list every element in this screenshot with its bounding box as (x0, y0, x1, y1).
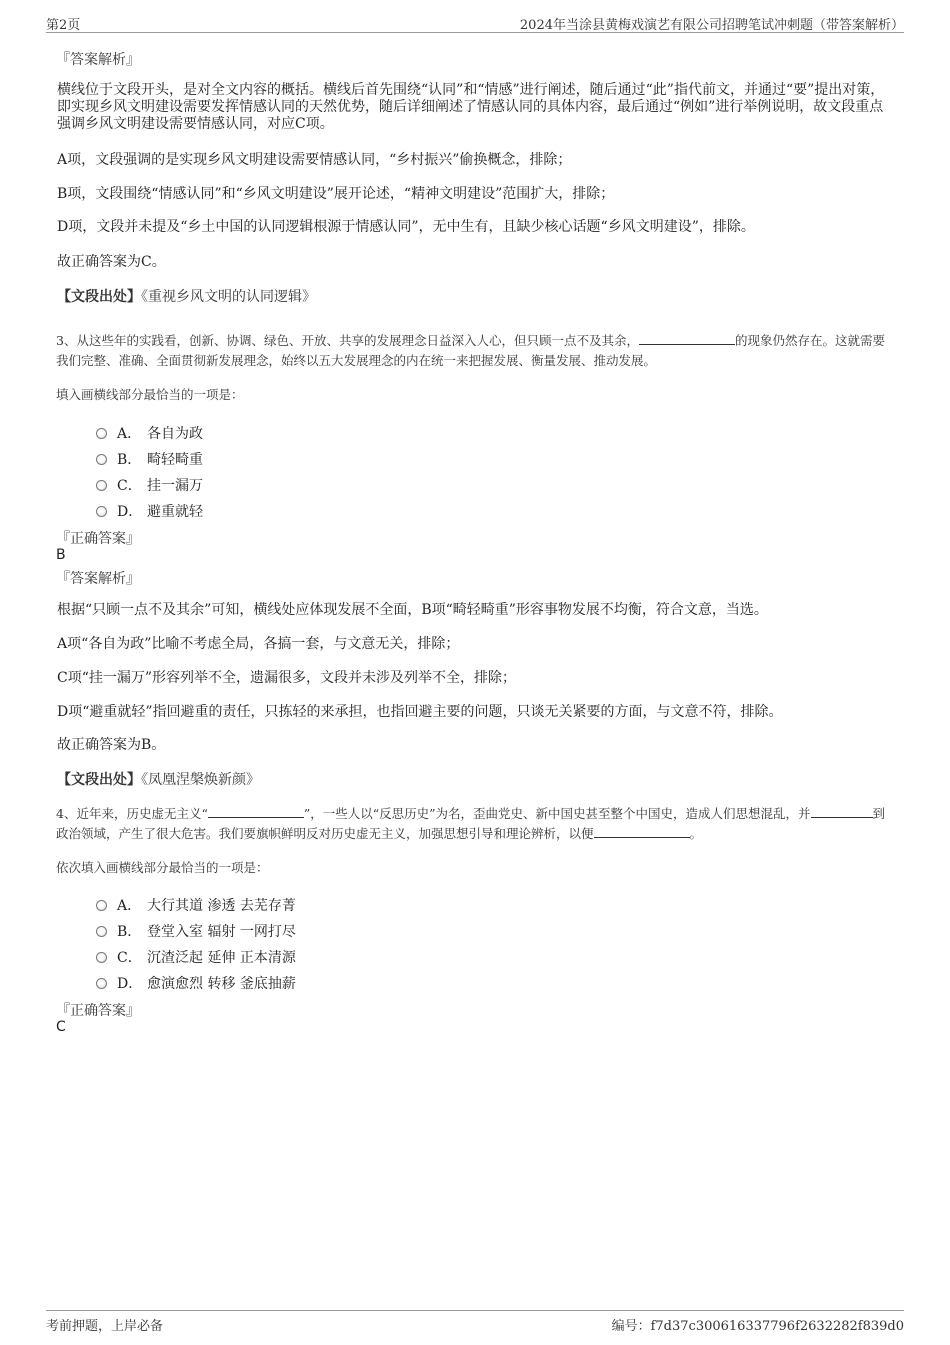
q3-stem: 3、从这些年的实践看，创新、协调、绿色、开放、共享的发展理念日益深入人心，但只顾一点不及其余， 的现象仍然存在。这就需要我们完整、准确、全面贯彻新发展理念，始终以五大发展理念的内在统一来把握发展、衡量发展、推动发展。 (56, 333, 885, 368)
q2-source (57, 286, 316, 306)
q2-analysis-paragraph: B项，文段围绕“情感认同”和“乡风文明建设”展开论述，“精神文明建设”范围扩大，排除； (57, 186, 615, 202)
q4-option-d[interactable]: D． 愈演愈烈 转移 釜底抽薪 (96, 973, 296, 993)
document-title: 2024年当涂县黄梅戏演艺有限公司招聘笔试冲刺题（带答案解析） (519, 18, 904, 33)
q4-answer: C (56, 1019, 66, 1035)
source-title: 《重视乡风文明的认同逻辑》 (141, 289, 316, 305)
radio-icon[interactable] (96, 480, 107, 491)
source-label: 【文段出处】 (57, 772, 141, 788)
document-id: 编号：f7d37c300616337796f2632282f839d0 (611, 1319, 904, 1334)
q3-source (57, 769, 260, 789)
page-footer (46, 1310, 904, 1333)
q2-analysis-label: 『答案解析』 (56, 52, 140, 68)
source-label: 【文段出处】 (57, 289, 141, 305)
footer-slogan: 考前押题，上岸必备 (46, 1319, 164, 1334)
q3-option-d[interactable]: D． 避重就轻 (96, 501, 203, 521)
q4-instruction: 依次填入画横线部分最恰当的一项是： (56, 860, 269, 875)
answer-blank (639, 332, 735, 345)
q3-answer: B (56, 547, 66, 563)
q2-conclusion: 故正确答案为C。 (57, 254, 166, 270)
q3-analysis-paragraph: 根据“只顾一点不及其余”可知，横线处应体现发展不全面，B项“畸轻畸重”形容事物发展不均衡，符合文意，当选。 (57, 602, 768, 618)
q4-stem: 4、近年来，历史虚无主义“ ”，一些人以“反思历史”为名，歪曲党史、新中国史甚至整个中国史，造成人们思想混乱，并 到政治领域，产生了很大危害。我们要旗帜鲜明反对历史虚无主义，加强思想引导和理论辨析，以便 。 (56, 806, 886, 841)
q2-analysis-paragraph: A项，文段强调的是实现乡风文明建设需要情感认同，“乡村振兴”偷换概念，排除； (57, 152, 572, 168)
radio-icon[interactable] (96, 454, 107, 465)
q4-option-b[interactable]: B． 登堂入室 辐射 一网打尽 (96, 921, 296, 941)
radio-icon[interactable] (96, 428, 107, 439)
radio-icon[interactable] (96, 506, 107, 517)
q3-analysis-paragraph: C项“挂一漏万”形容列举不全，遗漏很多，文段并未涉及列举不全，排除； (57, 670, 517, 686)
radio-icon[interactable] (96, 926, 107, 937)
q3-analysis-label: 『答案解析』 (56, 571, 140, 587)
source-title: 《凤凰涅槃焕新颜》 (141, 772, 260, 788)
q3-answer-label: 『正确答案』 (56, 531, 140, 547)
answer-blank (811, 805, 873, 818)
q3-option-c[interactable]: C． 挂一漏万 (96, 475, 203, 495)
q2-analysis-paragraph: D项，文段并未提及“乡土中国的认同逻辑根源于情感认同”，无中生有，且缺少核心话题“乡风文明建设”，排除。 (57, 219, 755, 235)
q3-option-b[interactable]: B． 畸轻畸重 (96, 449, 203, 469)
answer-blank (594, 825, 690, 838)
page-header (46, 12, 904, 33)
q3-instruction: 填入画横线部分最恰当的一项是： (56, 387, 244, 402)
q4-option-c[interactable]: C． 沉渣泛起 延伸 正本清源 (96, 947, 296, 967)
page-number: 第2页 (46, 18, 81, 33)
radio-icon[interactable] (96, 952, 107, 963)
q4-answer-label: 『正确答案』 (56, 1003, 140, 1019)
answer-blank (208, 805, 304, 818)
q2-analysis-paragraph: 横线位于文段开头，是对全文内容的概括。横线后首先围绕“认同”和“情感”进行阐述，随后通过“此”指代前文，并通过“要”提出对策，即实现乡风文明建设需要发挥情感认同的天然优势，随后详细阐述了情感认同的具体内容，最后通过“例如”进行举例说明，故文段重点强调乡风文明建设需要情感认同，对应C项。 (57, 82, 885, 132)
radio-icon[interactable] (96, 900, 107, 911)
q4-option-a[interactable]: A． 大行其道 渗透 去芜存菁 (96, 895, 296, 915)
q3-analysis-paragraph: D项“避重就轻”指回避重的责任，只拣轻的来承担，也指回避主要的问题，只谈无关紧要的方面，与文意不符，排除。 (57, 704, 783, 720)
q3-conclusion: 故正确答案为B。 (57, 737, 166, 753)
radio-icon[interactable] (96, 978, 107, 989)
q3-analysis-paragraph: A项“各自为政”比喻不考虑全局，各搞一套，与文意无关，排除； (57, 636, 460, 652)
q3-option-a[interactable]: A． 各自为政 (96, 423, 203, 443)
